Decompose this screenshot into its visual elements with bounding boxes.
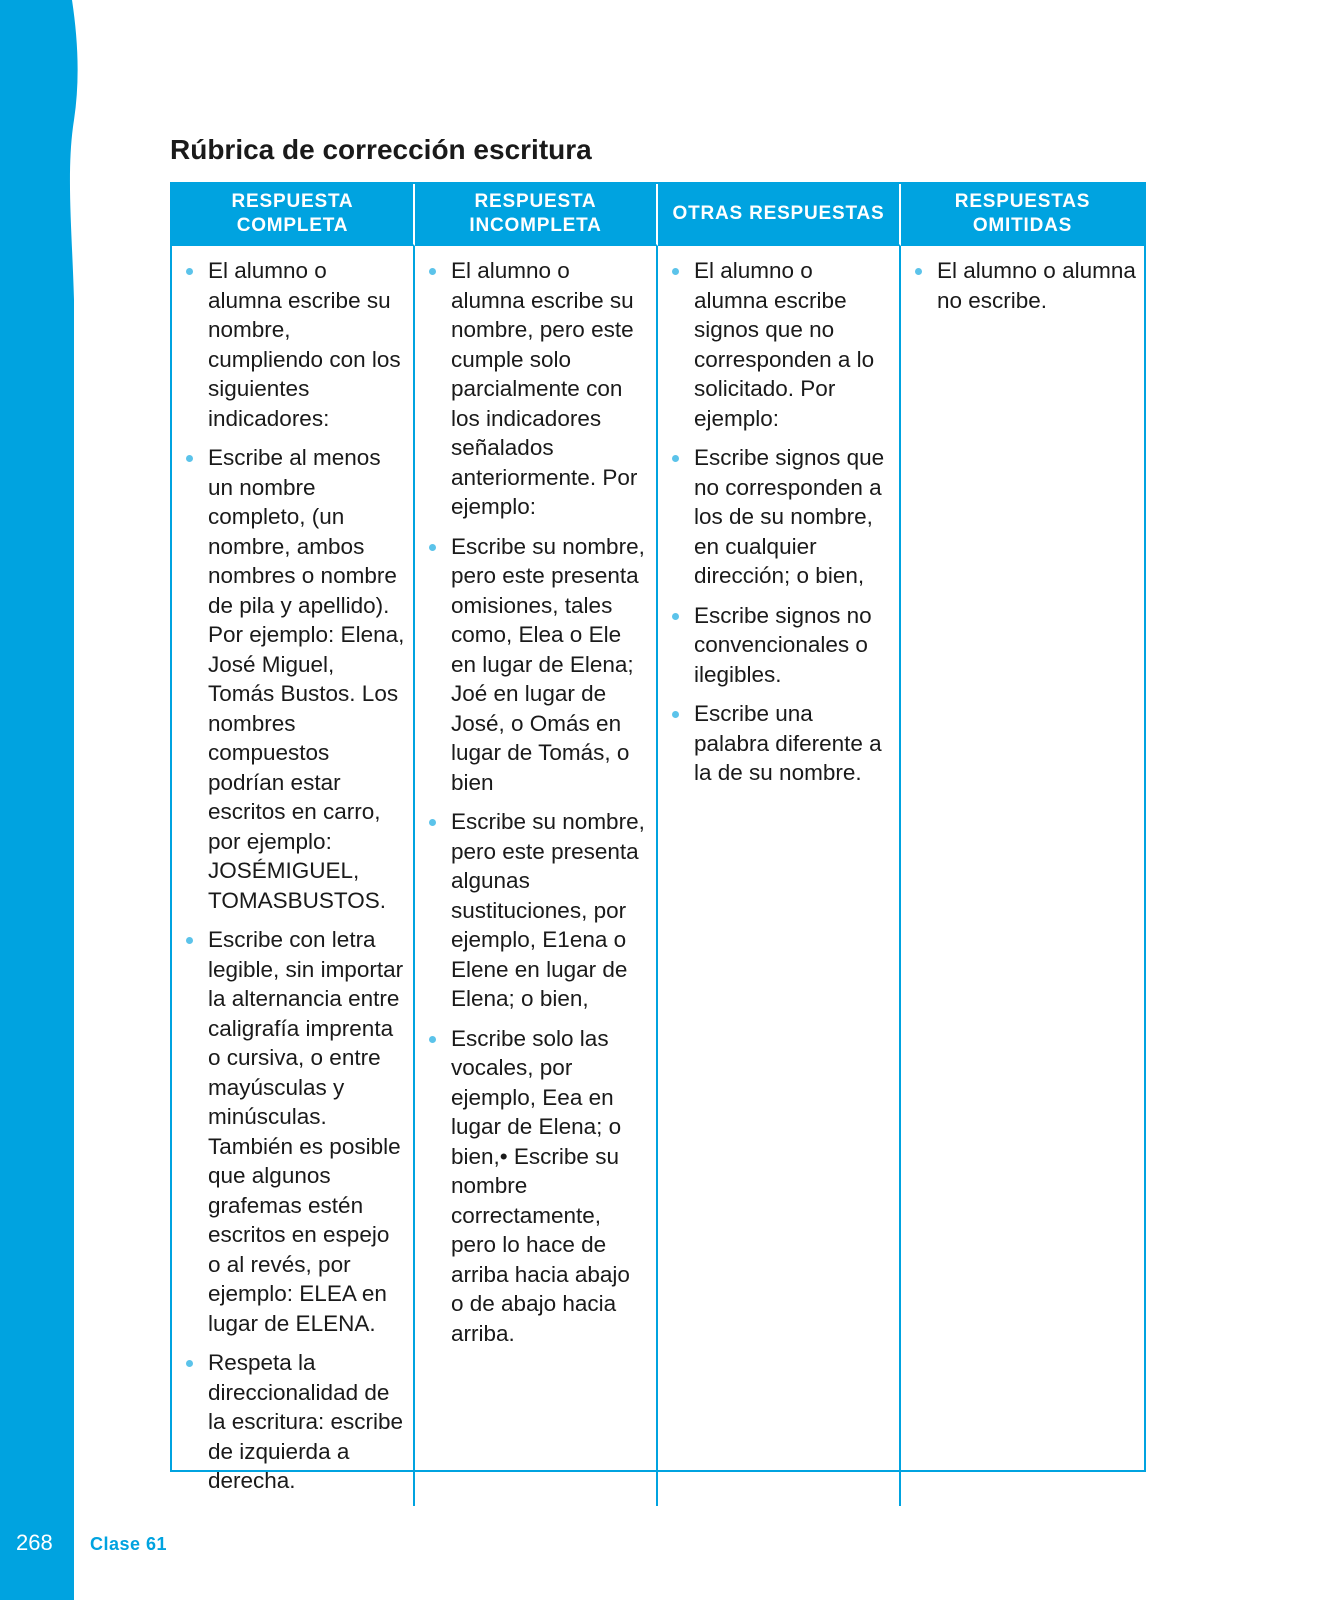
header-respuesta-completa: RESPUESTA COMPLETA bbox=[172, 184, 415, 246]
list-item: Respeta la direccionalidad de la escritura: escribe de izquierda a derecha. bbox=[184, 1348, 405, 1496]
criteria-list bbox=[427, 256, 648, 1348]
page-number: 268 bbox=[16, 1530, 53, 1555]
column-respuesta-incompleta bbox=[415, 246, 658, 1506]
column-respuestas-omitidas bbox=[901, 246, 1144, 1506]
list-item: Escribe su nombre, pero este presenta omisiones, tales como, Elea o Ele en lugar de Elena; Joé en lugar de José, o Omás en lugar de Tomás, o bien bbox=[427, 532, 648, 798]
list-item: El alumno o alumna escribe signos que no corresponden a lo solicitado. Por ejemplo: bbox=[670, 256, 891, 433]
page-title: Rúbrica de corrección escritura bbox=[170, 134, 592, 165]
header-respuestas-omitidas: RESPUESTAS OMITIDAS bbox=[901, 184, 1144, 246]
list-item: El alumno o alumna escribe su nombre, pero este cumple solo parcialmente con los indicadores señalados anteriormente. Por ejemplo: bbox=[427, 256, 648, 522]
rubric-table bbox=[170, 182, 1146, 1493]
list-item: Escribe signos que no corresponden a los de su nombre, en cualquier dirección; o bien, bbox=[670, 443, 891, 591]
list-item: Escribe solo las vocales, por ejemplo, Eea en lugar de Elena; o bien,• Escribe su nombre correctamente, pero lo hace de arriba hacia abajo o de abajo hacia arriba. bbox=[427, 1024, 648, 1349]
list-item: El alumno o alumna no escribe. bbox=[913, 256, 1136, 315]
criteria-list bbox=[913, 256, 1136, 315]
class-label: Clase 61 bbox=[90, 1534, 168, 1554]
criteria-list bbox=[184, 256, 405, 1496]
header-respuesta-incompleta: RESPUESTA INCOMPLETA bbox=[415, 184, 658, 246]
criteria-list bbox=[670, 256, 891, 788]
list-item: Escribe signos no convencionales o ilegibles. bbox=[670, 601, 891, 690]
side-band bbox=[0, 0, 80, 1600]
list-item: Escribe al menos un nombre completo, (un nombre, ambos nombres o nombre de pila y apellido). Por ejemplo: Elena, José Miguel, Tomás Bustos. Los nombres compuestos podrían estar escritos en carro, por ejemplo: JOSÉMIGUEL, TOMASBUSTOS. bbox=[184, 443, 405, 915]
list-item: Escribe una palabra diferente a la de su nombre. bbox=[670, 699, 891, 788]
list-item: Escribe con letra legible, sin importar la alternancia entre caligrafía imprenta o cursiva, o entre mayúsculas y minúsculas. También es posible que algunos grafemas estén escritos en espejo o al revés, por ejemplo: ELEA en lugar de ELENA. bbox=[184, 925, 405, 1338]
column-respuesta-completa bbox=[172, 246, 415, 1506]
list-item: El alumno o alumna escribe su nombre, cumpliendo con los siguientes indicadores: bbox=[184, 256, 405, 433]
header-otras-respuestas: OTRAS RESPUESTAS bbox=[658, 184, 901, 246]
list-item: Escribe su nombre, pero este presenta algunas sustituciones, por ejemplo, E1ena o Elene en lugar de Elena; o bien, bbox=[427, 807, 648, 1014]
column-otras-respuestas bbox=[658, 246, 901, 1506]
